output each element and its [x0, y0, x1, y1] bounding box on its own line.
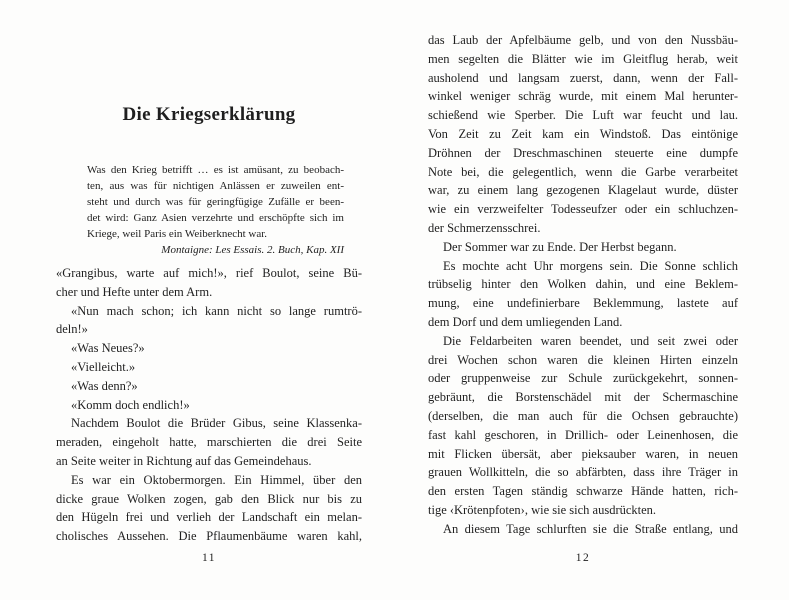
text-line: An diesem Tage schlurften sie die Straße entlang, und	[443, 521, 738, 536]
text-line: deln!»	[56, 322, 88, 337]
text-line: Von Zeit zu Zeit kam ein Windstoß. Das eintönige	[428, 126, 738, 141]
epigraph-line: det wird: Ganz Asien verzehrte und erschöpfte sich im	[87, 212, 344, 224]
epigraph-line: Was den Krieg betrifft … es ist amüsant, zu beobach-	[87, 164, 344, 176]
text-line: oder gruppenweise zur Schule zurückgekehrt, sonnen-	[428, 371, 738, 386]
text-line: Note bei, die gelegentlich, wenn die Garbe verarbeitet	[428, 164, 738, 179]
text-line: tige ‹Krötenpfoten›, wie sie sich ausdrückten.	[428, 502, 657, 517]
text-line: den ersten Tagen ständig schwarze Hände hatten, rich-	[428, 484, 738, 499]
chapter-title: Die Kriegserklärung	[122, 104, 296, 125]
epigraph-line: steht und durch was für geringfügige Zufälle er been-	[87, 196, 344, 208]
text-line: an Seite weiter in Richtung auf das Gemeindehaus.	[56, 453, 312, 468]
text-line: mung, eine undefinierbare Beklemmung, lastete auf	[428, 296, 738, 311]
text-line: ausholend und langsam zuerst, dann, wenn der Fall-	[428, 70, 738, 85]
text-line: Es war ein Oktobermorgen. Ein Himmel, über den	[71, 472, 362, 487]
epigraph-line: Kriege, weil Paris ein Weiberknecht war.	[87, 228, 268, 240]
text-line: winkel weniger schräg wurde, mit einem Mal herunter-	[428, 89, 738, 104]
epigraph-attribution: Montaigne: Les Essais. 2. Buch, Kap. XII	[161, 244, 344, 256]
text-line: den Hügeln frei und verlieh der Landschaft ein melan-	[56, 510, 362, 525]
text-line: Der Sommer war zu Ende. Der Herbst begann.	[443, 239, 677, 254]
text-line: «Vielleicht.»	[71, 359, 136, 374]
text-line: grauen Wollkitteln, die so abfärbten, dass ihre Träger in	[428, 465, 738, 480]
left-page-body	[56, 264, 362, 546]
text-line: der Schmerzensschrei.	[428, 220, 541, 235]
text-line: wie ein verzweifelter Todesseufzer oder ein schluchzen-	[428, 202, 738, 217]
text-line: «Was denn?»	[71, 378, 138, 393]
page-number-right: 12	[575, 552, 591, 564]
text-line: Dröhnen der Dreschmaschinen steuerte eine dumpfe	[428, 145, 738, 160]
text-line: men segelten die Blätter wie im Gleitflug herab, weit	[428, 51, 738, 66]
text-line: dem Dorf und dem umliegenden Land.	[428, 314, 623, 329]
text-line: Es mochte acht Uhr morgens sein. Die Sonne schlich	[443, 258, 738, 273]
epigraph-line: ten, aus was für nichtigen Anlässen er zuweilen ent-	[87, 180, 344, 192]
text-line: gebräunt, die Borstenschädel mit der Schermaschine	[428, 390, 738, 405]
text-line: cher und Hefte unter dem Arm.	[56, 284, 213, 299]
text-line: «Komm doch endlich!»	[71, 397, 190, 412]
text-line: (derselben, die man auch für die Ochsen gebrauchte)	[428, 408, 738, 423]
text-line: Die Feldarbeiten waren beendet, und seit zwei oder	[443, 333, 738, 348]
text-line: «Grangibus, warte auf mich!», rief Boulot, seine Bü-	[56, 266, 362, 280]
text-line: dicke graue Wolken zogen, gab den Blick nur bis zu	[56, 491, 362, 506]
text-line: drei Wochen schon waren die kleinen Hirten einzeln	[428, 352, 738, 367]
text-line: meraden, eingeholt hatte, marschierten die drei Seite	[56, 435, 362, 450]
text-line: mit Flicken übersät, aber pieksauber waren, in neuen	[428, 446, 738, 461]
text-line: «Nun mach schon; ich kann nicht so lange rumtrö-	[71, 303, 362, 318]
text-line: Nachdem Boulot die Brüder Gibus, seine Klassenka-	[71, 416, 362, 431]
epigraph	[87, 162, 344, 242]
text-line: schießend wie Sperber. Die Luft war feucht und lau.	[428, 108, 738, 123]
text-line: «Was Neues?»	[71, 341, 145, 356]
text-line: trübselig hinter den Wolken dahin, und eine Beklem-	[428, 277, 738, 292]
text-line: war, zu einem lang gezogenen Klagelaut wurde, düster	[428, 183, 738, 198]
page-number-left: 11	[201, 552, 217, 564]
page-right	[428, 0, 738, 600]
text-line: fast kahl geschoren, in Drillich- oder Leinenhosen, die	[428, 427, 738, 442]
text-line: cholisches Aussehen. Die Pflaumenbäume waren kahl,	[56, 529, 362, 544]
page-left	[56, 0, 362, 600]
right-page-body	[428, 0, 738, 539]
text-line: das Laub der Apfelbäume gelb, und von den Nussbäu-	[428, 33, 738, 47]
